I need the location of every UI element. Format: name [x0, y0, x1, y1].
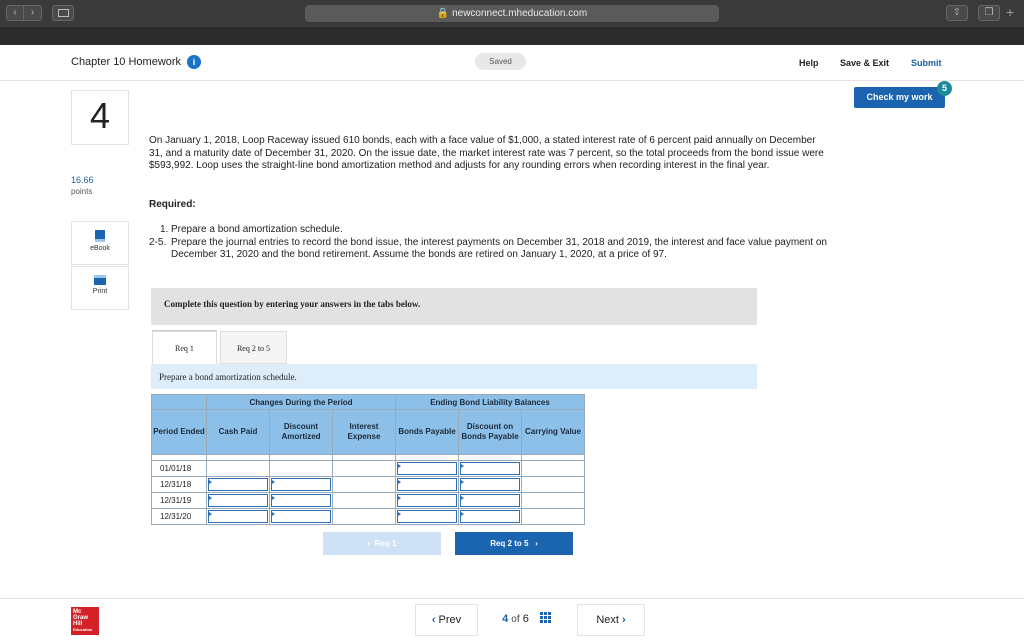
tab-prompt-text: Prepare a bond amortization schedule.: [159, 372, 297, 382]
browser-tabbar: [0, 27, 1024, 45]
period-cell: 01/01/18: [152, 461, 207, 477]
column-header: Cash Paid: [207, 410, 270, 455]
prev-label: Prev: [438, 614, 462, 626]
carrying-value-cell: [522, 509, 585, 525]
points-label: points: [71, 187, 93, 196]
ebook-label: eBook: [90, 245, 110, 252]
requirement-text: Prepare a bond amortization schedule.: [171, 224, 343, 235]
next-tab-button[interactable]: Req 2 to 5 ›: [455, 532, 573, 555]
bonds-payable-input[interactable]: [396, 493, 459, 509]
print-button[interactable]: [71, 266, 129, 310]
requirement-item: [149, 237, 829, 262]
column-header: Discount Amortized: [270, 410, 333, 455]
column-header: Bonds Payable: [396, 410, 459, 455]
forward-icon[interactable]: ›: [24, 5, 42, 21]
points-value: 16.66: [71, 175, 94, 185]
requirement-item: [149, 224, 829, 237]
chevron-left-icon: ‹: [431, 614, 436, 626]
next-tab-label: Req 2 to 5: [490, 539, 529, 548]
cash-paid-cell: [207, 461, 270, 477]
ebook-button[interactable]: [71, 221, 129, 265]
info-icon[interactable]: i: [187, 55, 201, 69]
address-bar[interactable]: 🔒 newconnect.mheducation.com: [305, 5, 719, 22]
tab-prompt-bar: [151, 364, 757, 389]
column-header: Period Ended: [152, 410, 207, 455]
required-heading: Required:: [149, 199, 196, 210]
cash-paid-input[interactable]: [207, 493, 270, 509]
cash-paid-input[interactable]: [207, 477, 270, 493]
check-my-work-button[interactable]: Check my work: [854, 87, 945, 108]
prev-question-button[interactable]: [415, 604, 478, 636]
table-row: [152, 493, 585, 509]
back-icon[interactable]: ‹: [6, 5, 24, 21]
print-label: Print: [92, 288, 108, 295]
interest-expense-cell: [333, 509, 396, 525]
discount-on-bonds-input[interactable]: [459, 493, 522, 509]
check-attempts-badge: 5: [937, 81, 952, 96]
submit-link[interactable]: Submit: [911, 58, 942, 68]
tab-req-1[interactable]: Req 1: [152, 331, 217, 364]
question-number: 4: [71, 90, 129, 145]
mcgraw-hill-logo: Mc Graw Hill Education: [71, 607, 99, 635]
period-cell: 12/31/18: [152, 477, 207, 493]
prev-tab-label: Req 1: [374, 539, 397, 548]
help-link[interactable]: Help: [799, 58, 819, 68]
discount-amortized-input[interactable]: [270, 493, 333, 509]
question-text: On January 1, 2018, Loop Raceway issued 610 bonds, each with a face value of $1,000, a stated interest rate of 6 percent paid annually on December 31, and a maturity date of December 31, 2020. On the issue date, the market interest rate was 7 percent, so the total proceeds from the bond issue were $593,992. Loop uses the straight-line bond amortization method and adjusts for any rounding errors when recording interest in the final year.: [149, 135, 824, 171]
instruction-text: Complete this question by entering your answers in the tabs below.: [164, 299, 421, 309]
table-row: [152, 509, 585, 525]
save-exit-link[interactable]: Save & Exit: [840, 58, 890, 68]
footer-bar: [0, 598, 1024, 640]
new-tab-icon[interactable]: +: [1006, 4, 1015, 20]
interest-expense-cell: [333, 477, 396, 493]
book-icon: [95, 230, 105, 242]
grid-icon[interactable]: [540, 612, 551, 623]
instruction-banner: [151, 288, 757, 325]
discount-on-bonds-input[interactable]: [459, 477, 522, 493]
page-indicator[interactable]: [484, 604, 569, 636]
bonds-payable-input[interactable]: [396, 477, 459, 493]
carrying-value-cell: [522, 461, 585, 477]
table-row: [152, 477, 585, 493]
of-label: of: [511, 614, 520, 625]
next-question-button[interactable]: [577, 604, 645, 636]
table-row: [152, 461, 585, 477]
period-cell: 12/31/20: [152, 509, 207, 525]
sidebar-toggle-icon[interactable]: [52, 5, 74, 21]
interest-expense-cell: [333, 461, 396, 477]
browser-toolbar: [0, 0, 1024, 27]
discount-on-bonds-input[interactable]: [459, 509, 522, 525]
bonds-payable-input[interactable]: [396, 509, 459, 525]
chevron-right-icon: ›: [622, 614, 626, 626]
carrying-value-cell: [522, 493, 585, 509]
blank-header-cell: [152, 395, 207, 410]
browser-nav-buttons: [6, 5, 42, 21]
current-page: 4: [502, 613, 509, 625]
carrying-value-cell: [522, 477, 585, 493]
app-header: [0, 45, 1024, 81]
discount-amortized-input[interactable]: [270, 509, 333, 525]
next-label: Next: [596, 614, 619, 626]
column-header: Discount on Bonds Payable: [459, 410, 522, 455]
column-header: Carrying Value: [522, 410, 585, 455]
discount-on-bonds-input[interactable]: [459, 461, 522, 477]
url-text: newconnect.mheducation.com: [452, 8, 588, 19]
group-header-changes: Changes During the Period: [207, 395, 396, 410]
cash-paid-input[interactable]: [207, 509, 270, 525]
assignment-title: Chapter 10 Homework: [71, 56, 182, 68]
tab-req-2-to-5[interactable]: Req 2 to 5: [220, 331, 287, 364]
requirement-text: Prepare the journal entries to record the bond issue, the interest payments on December 31, 2018 and 2019, the interest and face value payment on December 31, 2020 and the bond retirement. Assume the bonds are retired on January 1, 2020, at a price of 97.: [171, 236, 827, 260]
prev-tab-button[interactable]: ‹ Req 1: [323, 532, 441, 555]
total-pages: 6: [522, 613, 529, 625]
discount-amortized-cell: [270, 461, 333, 477]
printer-icon: [94, 275, 106, 285]
interest-expense-cell: [333, 493, 396, 509]
amortization-table: [151, 394, 585, 525]
share-icon[interactable]: ⇧: [946, 5, 968, 21]
group-header-ending: Ending Bond Liability Balances: [396, 395, 585, 410]
requirements-list: [149, 224, 829, 262]
requirement-number: 1.: [160, 224, 169, 235]
column-header: Interest Expense: [333, 410, 396, 455]
period-cell: 12/31/19: [152, 493, 207, 509]
requirement-number: 2-5.: [149, 236, 167, 248]
bonds-payable-input[interactable]: [396, 461, 459, 477]
tabs-overview-icon[interactable]: ❐: [978, 5, 1000, 21]
discount-amortized-input[interactable]: [270, 477, 333, 493]
saved-status-badge: Saved: [475, 53, 526, 70]
